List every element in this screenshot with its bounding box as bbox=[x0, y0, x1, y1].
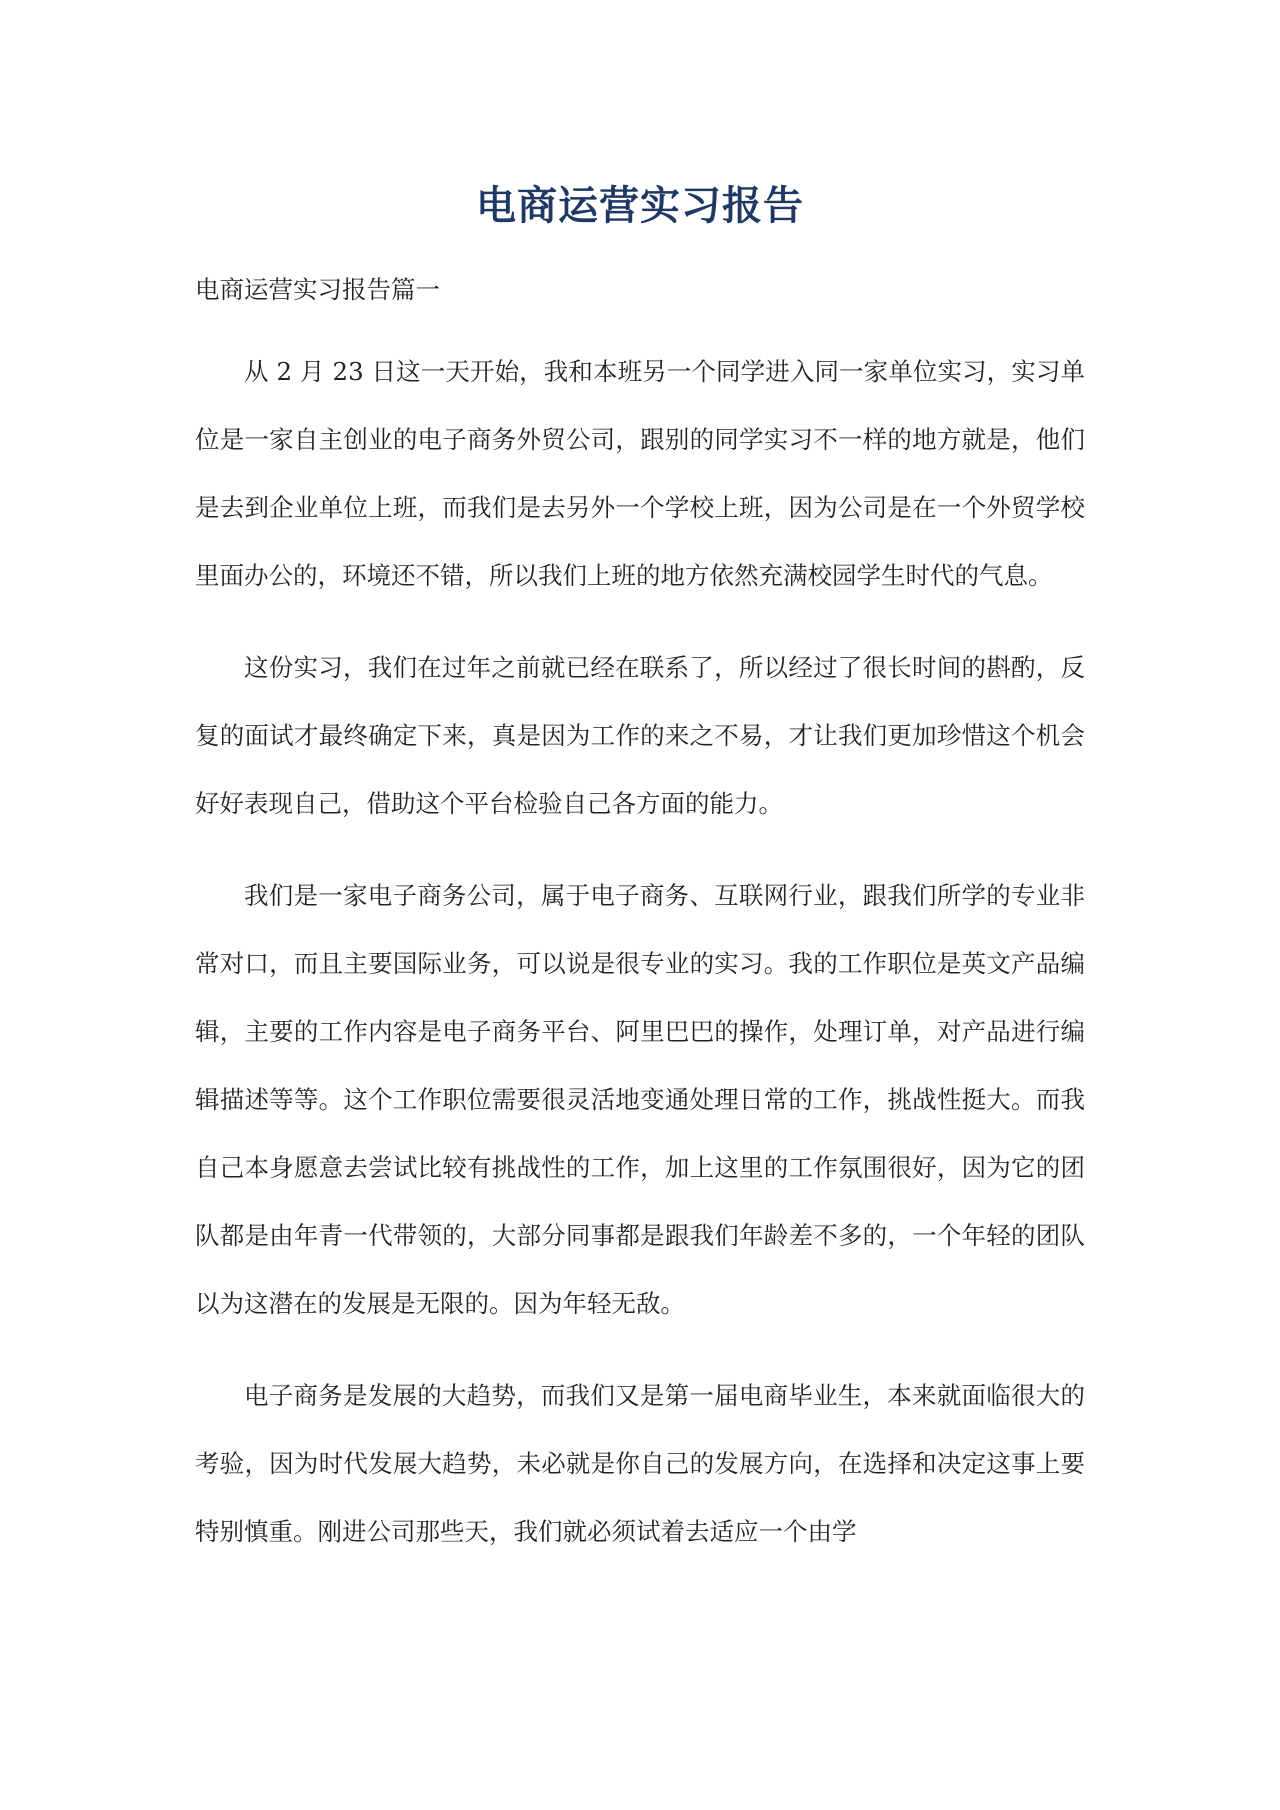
paragraph-1: 从 2 月 23 日这一天开始，我和本班另一个同学进入同一家单位实习，实习单位是一家自主创业的电子商务外贸公司，跟别的同学实习不一样的地方就是，他们是去到企业单位上班，而我们是去另外一个学校上班，因为公司是在一个外贸学校里面办公的，环境还不错，所以我们上班的地方依然充满校园学生时代的气息。 bbox=[195, 357, 1085, 590]
paragraph-4: 电子商务是发展的大趋势，而我们又是第一届电商毕业生，本来就面临很大的考验，因为时代发展大趋势，未必就是你自己的发展方向，在选择和决定这事上要特别慎重。刚进公司那些天，我们就必须试着去适应一个由学 bbox=[195, 1381, 1085, 1546]
section-heading: 电商运营实习报告篇一 bbox=[195, 275, 440, 304]
paragraph-2: 这份实习，我们在过年之前就已经在联系了，所以经过了很长时间的斟酌，反复的面试才最终确定下来，真是因为工作的来之不易，才让我们更加珍惜这个机会好好表现自己，借助这个平台检验自己各方面的能力。 bbox=[195, 653, 1085, 818]
paragraph-3: 我们是一家电子商务公司，属于电子商务、互联网行业，跟我们所学的专业非常对口，而且主要国际业务，可以说是很专业的实习。我的工作职位是英文产品编辑，主要的工作内容是电子商务平台、阿里巴巴的操作，处理订单，对产品进行编辑描述等等。这个工作职位需要很灵活地变通处理日常的工作，挑战性挺大。而我自己本身愿意去尝试比较有挑战性的工作，加上这里的工作氛围很好，因为它的团队都是由年青一代带领的，大部分同事都是跟我们年龄差不多的，一个年轻的团队以为这潜在的发展是无限的。因为年轻无敌。 bbox=[195, 881, 1085, 1318]
document-body bbox=[195, 266, 1085, 1590]
document-title: 电商运营实习报告 bbox=[476, 183, 804, 229]
